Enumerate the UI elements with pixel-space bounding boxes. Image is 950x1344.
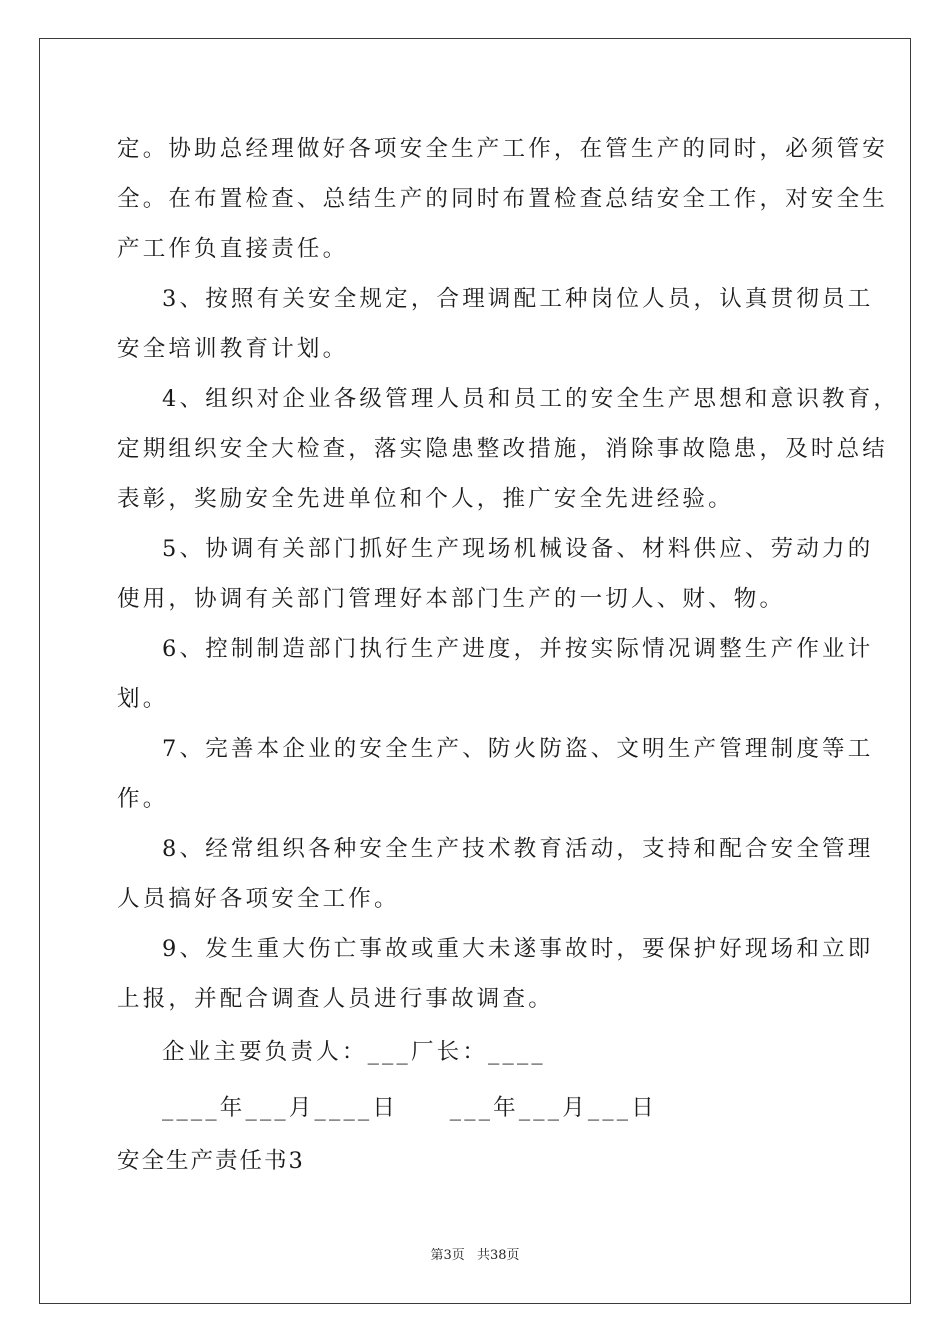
document-body [117,124,900,1186]
paragraph-line: 7、完善本企业的安全生产、防火防盗、文明生产管理制度等工 [162,736,874,762]
paragraph-line: 5、协调有关部门抓好生产现场机械设备、材料供应、劳动力的 [162,536,874,562]
paragraph-line: 定。协助总经理做好各项安全生产工作，在管生产的同时，必须管安 [117,136,889,162]
paragraph-line: 安全培训教育计划。 [117,336,349,362]
paragraph-line: 作。 [117,786,169,812]
paragraph-line: 8、经常组织各种安全生产技术教育活动，支持和配合安全管理 [162,836,874,862]
paragraph-line: 6、控制制造部门执行生产进度，并按实际情况调整生产作业计 [162,636,874,662]
page-total: 共38页 [476,1248,520,1263]
section-title: 安全生产责任书3 [117,1148,305,1174]
date-line: ____年___月____日 ___年___月___日 [162,1095,657,1121]
paragraph-line: 4、组织对企业各级管理人员和员工的安全生产思想和意识教育， [162,386,900,412]
paragraph-line: 产工作负直接责任。 [117,236,349,262]
paragraph-line: 划。 [117,686,169,712]
paragraph-line: 3、按照有关安全规定，合理调配工种岗位人员，认真贯彻员工 [162,286,874,312]
paragraph-line: 表彰，奖励安全先进单位和个人，推广安全先进经验。 [117,486,734,512]
paragraph-line: 定期组织安全大检查，落实隐患整改措施，消除事故隐患，及时总结 [117,436,889,462]
page-number: 第3页 [430,1248,465,1263]
signature-line: 企业主要负责人：___厂长：____ [162,1039,546,1065]
paragraph-line: 9、发生重大伤亡事故或重大未遂事故时，要保护好现场和立即 [162,936,874,962]
page-footer [0,1244,950,1263]
paragraph-line: 上报，并配合调查人员进行事故调查。 [117,986,554,1012]
paragraph-line: 全。在布置检查、总结生产的同时布置检查总结安全工作，对安全生 [117,186,889,212]
paragraph-line: 使用，协调有关部门管理好本部门生产的一切人、财、物。 [117,586,786,612]
paragraph-line: 人员搞好各项安全工作。 [117,886,400,912]
